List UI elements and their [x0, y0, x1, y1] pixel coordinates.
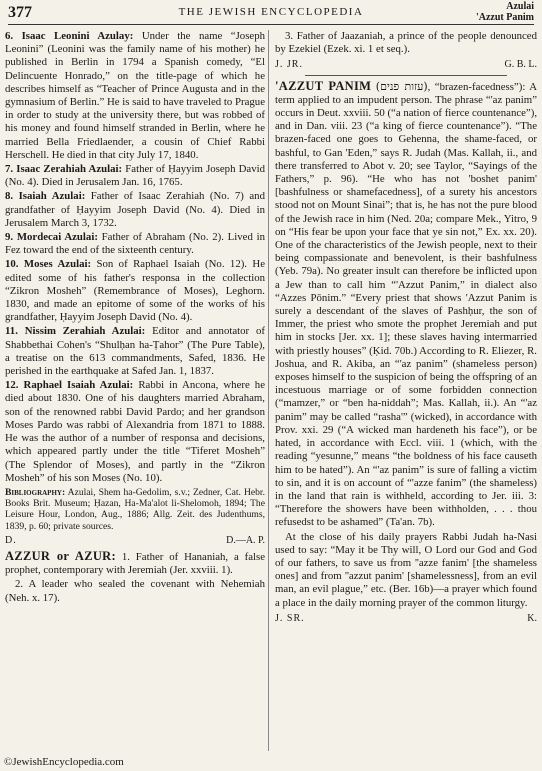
guide-word-last: 'Azzut Panim	[475, 12, 534, 23]
signature-right: K.	[527, 612, 537, 624]
bibliography-text: Azulai, Shem ha-Gedolim, s.v.; Zedner, Cat. Hebr. Books Brit. Museum; Ḥazan, Ha-Ma'alot li-Shelomoh, 1894; The Leisure Hour, London, Aug., 1886; Allg. Zeit. des Judenthums, 1839, p. 60; private sources.	[5, 486, 265, 532]
bibliography	[5, 487, 265, 532]
signature-left: D.	[5, 534, 17, 546]
entry-azzur	[5, 550, 265, 577]
page-number: 377	[8, 4, 32, 21]
entry-text: Father of Ḥayyim Joseph David (No. 4). Died in Jerusalem Jan. 16, 1765.	[5, 163, 265, 189]
hebrew-term: (עזות פנים)	[375, 79, 428, 93]
entry-headword: 11. Nissim Zerahiah Azulai:	[5, 325, 146, 338]
signature-left: J. JR.	[275, 59, 303, 71]
guide-words	[476, 1, 534, 23]
entry-azzur-2: 2. A leader who sealed the covenant with Nehemiah (Neh. x. 17).	[5, 578, 265, 604]
entry-isaiah	[5, 190, 265, 230]
page-header	[8, 2, 534, 25]
entry-headword: 12. Raphael Isaiah Azulai:	[5, 379, 134, 392]
running-title: THE JEWISH ENCYCLOPEDIA	[178, 6, 364, 18]
copyright-footer: ©JewishEncyclopedia.com	[4, 756, 124, 768]
left-column	[5, 30, 265, 751]
bibliography-label: Bibliography:	[5, 486, 66, 498]
entry-headword: 8. Isaiah Azulai:	[5, 190, 86, 203]
entry-moses	[5, 258, 265, 324]
guide-word-first: Azulai	[506, 1, 534, 12]
entry-headword: AZZUR or AZUR:	[5, 548, 116, 563]
entry-raphael	[5, 379, 265, 485]
entry-azzut-panim-2: At the close of his daily prayers Rabbi Judah ha-Nasi used to say: “May it be Thy will, O Lord our God and God of our fathers, to save us from ''azze fanim' [the shameless ones] and from ''azzut panim' [shamelessness], from an evil man, an evil plague,” etc. (Ber. 16b)—a prayer which found a place in the daily morning prayer of the common liturgy.	[275, 530, 537, 609]
signature-line	[275, 612, 537, 625]
entry-azzur-3: 3. Father of Jaazaniah, a prince of the people denounced by Ezekiel (Ezek. xi. 1 et seq.).	[275, 30, 537, 56]
entry-text: Father of Isaac Zerahiah (No. 7) and grandfather of Ḥayyim Joseph David (No. 4). Died in Jerusalem March 3, 1732.	[5, 190, 265, 229]
signature-left: J. SR.	[275, 612, 305, 624]
entry-nissim	[5, 325, 265, 378]
entry-text: , “brazen-facedness”): A term applied to an impudent person. The phrase “'az panim” occurs in Deut. xxviii. 50 (“a nation of fierce countenance”), and in Dan. viii. 23 (“a king of fierce countenance”). “The brazen-faced one goes to Gehenna, the shame-faced, or bashful, to Gan 'Eden,” says R. Judah (Mas. Kallah, ii., and there transferred to Abot v. 20; see Taylor, “Sayings of the Fathers,” p. 96). “He who has not 'boshet panim' [bashfulness or shamefacedness], of a surety his ancestors stood not on Mount Sinai”; that is, he has not the pure blood of the Jewish race in him (Ned. 20a; compare Mek., Yitro, 9 on “His fear be upon your face that ye sin not,” Ex. xx. 20). One of the characteristics of the Jewish people, next to their being compassionate and benevolent, is their bashfulness (Yeb. 79a). No greater insult can therefore be inflicted upon a Jew than to call him “'Azzut Panim,” in dialect also “Azzes Pōnim.” “Every priest that shows 'Azzut Panim is surely a descendant of the slaves of Pashḥur, the son of Immer, the priest who smote the prophet Jeremiah and put him in stocks [Jer. xx. 1]; these slaves having intermarried with priestly houses” (Ḳid. 70b.) According to R. Eliezer, R. Joshua, and R. Akiba, an “'az panim” (shameless person) exposes himself to the suspicion of being the offspring of an incestuous marriage or of some forbidden connection (“mamzer,” or “ben ha-niddah”; Mas. Kallah, ii.). An “'az panim” may be called “rasha'” (wicked), in accordance with Prov. xxi. 29 (“A wicked man hardeneth his face”), or be hated, in accordance with Eccl. viii. 1 (which, with the reading “yesunne,” means “the boldness of his face causeth him to be hated”). An “'az panim” is sure of falling a victim to sin, and it is on account of “'azze fanim” (the shameless) in the land that rain is withheld, according to Jer. iii. 3: “Therefore the showers have been withholden, . . . thou refusedst to be ashamed” (Ta'an. 7b).	[275, 80, 537, 529]
entry-text: Editor and annotator of Shabbethai Cohen's “Shulḥan ha-Ṭahor” (The Pure Table), a treatise on the 613 commandments, Safed, 1836. He perished in the earthquake at Safed Jan. 1, 1837.	[5, 325, 265, 378]
entry-isaac-zerahiah	[5, 163, 265, 189]
entry-text: Under the name “Joseph Leonini” (Leonini was the family name of his mother) he published in Berlin in 1794 a Spanish comedy, “El Delincuente Honrado,” on the title-page of which he describes himself as “Teacher of Prince Augusta and in the gymnasium of Berlin.” He is said to have traveled to Prague in order to study at the university there, but was robbed of his money and found himself stranded in Berlin, where he married Bella Friedlaender, a cousin of Chief Rabbi Herschell. He died in that city July 17, 1840.	[5, 30, 265, 161]
entry-text: 1. Father of Hananiah, a false prophet, contemporary with Jeremiah (Jer. xxviii. 1).	[5, 550, 265, 577]
entry-headword: 9. Mordecai Azulai:	[5, 231, 98, 244]
entry-text: Rabbi in Ancona, where he died about 1830. One of his daughters married Abraham, son of the renowned rabbi David Pardo; and her grandson Moses Pardo was rabbi of Alexandria from 1871 to 1888. He was the author of a number of responsa and decisions, which appeared partly under the title “Tiferet Mosheh” (The Splendor of Moses), and partly in the “Zikron Mosheh” of his son Moses (No. 10).	[5, 379, 265, 484]
entry-text: Father of Abraham (No. 2). Lived in Fez toward the end of the sixteenth century.	[5, 231, 265, 257]
entry-mordecai	[5, 231, 265, 257]
entry-isaac-leonini	[5, 30, 265, 162]
signature-line	[275, 58, 537, 71]
entry-headword: 'AZZUT PANIM	[275, 78, 372, 93]
entry-azzut-panim	[275, 80, 537, 530]
signature-right: D.—A. P.	[226, 534, 265, 546]
entry-headword: 10. Moses Azulai:	[5, 258, 92, 271]
entry-headword: 7. Isaac Zerahiah Azulai:	[5, 163, 123, 176]
entry-text: Son of Raphael Isaiah (No. 12). He edited some of his father's responsa in the collection “Zikron Mosheh” (Remembrance of Moses), Leghorn. 1830, and made an epitome of some of the works of his grandfather, Ḥayyim Joseph David (No. 4).	[5, 258, 265, 324]
right-column	[275, 30, 537, 751]
entry-headword: 6. Isaac Leonini Azulay:	[5, 30, 134, 42]
signature-line	[5, 534, 265, 547]
column-divider	[268, 30, 269, 751]
signature-right: G. B. L.	[504, 59, 537, 71]
entry-separator	[305, 75, 507, 76]
